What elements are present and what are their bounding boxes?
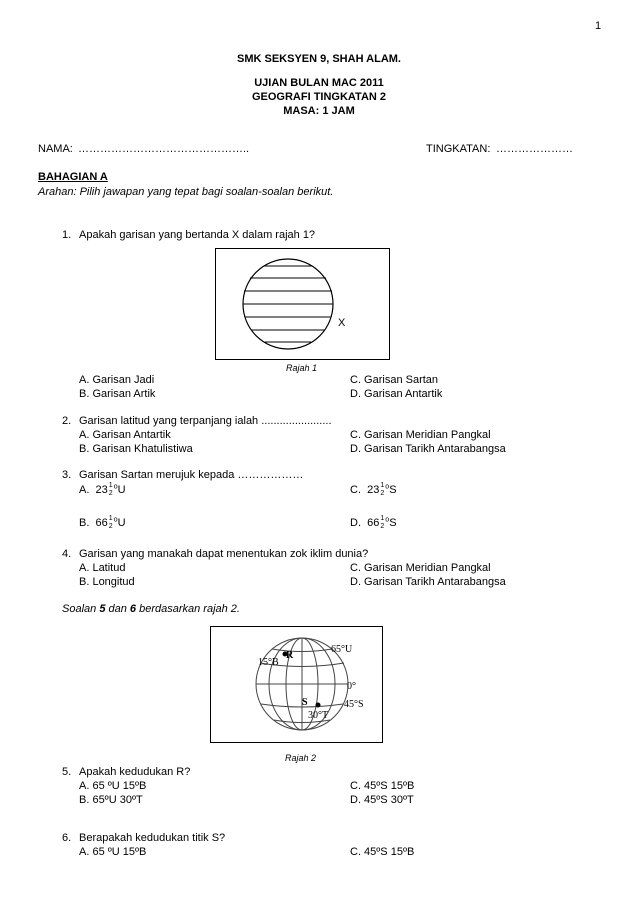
q4-option-a: A. Latitud [79,562,126,574]
q4-text: Garisan yang manakah dapat menentukan zok iklim dunia? [79,548,369,560]
q4-option-b: B. Longitud [79,576,135,588]
q6-option-c: C. 45ºS 15ºB [350,846,415,858]
label-s: S [302,697,308,708]
school-name: SMK SEKSYEN 9, SHAH ALAM. [236,53,401,65]
q2-option-d: D. Garisan Tarikh Antarabangsa [350,443,506,455]
q3-number: 3. [62,469,72,481]
label-15b: 15°B [258,657,279,668]
label-65u: 65°U [331,644,353,655]
exam-duration: MASA: 1 JAM [283,105,355,117]
q1-option-d: D. Garisan Antartik [350,388,443,400]
label-0: 0° [347,681,356,692]
half-fraction: 1 2 [380,515,385,530]
q1-number: 1. [62,229,72,241]
half-fraction: 1 2 [108,515,113,530]
q4-option-d: D. Garisan Tarikh Antarabangsa [350,576,506,588]
q6-text: Berapakah kedudukan titik S? [79,832,226,844]
page-number: 1 [595,20,602,32]
q5-6-intro: Soalan 5 dan 6 berdasarkan rajah 2. [62,603,240,615]
section-title: BAHAGIAN A [38,171,108,183]
q2-number: 2. [62,415,72,427]
q1-option-a: A. Garisan Jadi [79,374,155,386]
q4-number: 4. [62,548,72,560]
label-r: R [286,650,294,661]
point-s [316,703,321,708]
q2-option-b: B. Garisan Khatulistiwa [79,443,193,455]
half-fraction: 1 2 [380,482,385,497]
q2-option-c: C. Garisan Meridian Pangkal [350,429,491,441]
q2-text: Garisan latitud yang terpanjang ialah ....................... [79,415,332,427]
q2-option-a: A. Garisan Antartik [79,429,171,441]
figure-2 [210,626,383,743]
q5-text: Apakah kedudukan R? [79,766,191,778]
name-label: NAMA: [38,143,73,155]
q5-option-a: A. 65 ºU 15ºB [79,780,147,792]
q3-option-b: B. 66 1 2 $^o$U [79,515,126,530]
q4-option-c: C. Garisan Meridian Pangkal [350,562,491,574]
q5-option-b: B. 65ºU 30ºT [79,794,143,806]
q3-option-a: A. 23 1 2 $^o$U [79,482,126,497]
subject-title: GEOGRAFI TINGKATAN 2 [251,91,387,103]
q3-option-d: D. 66 1 2 $^o$S [350,515,397,530]
label-45s: 45°S [344,699,364,710]
name-blank: ……………………………………….. [78,143,250,155]
q6-option-a: A. 65 ºU 15ºB [79,846,147,858]
figure-1-marker-x: X [338,317,346,329]
figure-1-caption: Rajah 1 [286,363,318,373]
q1-text: Apakah garisan yang bertanda X dalam rajah 1? [79,229,316,241]
q5-option-c: C. 45ºS 15ºB [350,780,415,792]
figure-1 [215,248,390,360]
q1-option-c: C. Garisan Sartan [350,374,439,386]
class-label: TINGKATAN: [426,143,491,155]
section-instruction: Arahan: Pilih jawapan yang tepat bagi soalan-soalan berikut. [38,186,334,198]
q5-number: 5. [62,766,72,778]
q1-option-b: B. Garisan Artik [79,388,156,400]
label-30t: 30°T [308,710,329,721]
q6-number: 6. [62,832,72,844]
exam-title: UJIAN BULAN MAC 2011 [254,77,384,89]
figure-2-caption: Rajah 2 [285,753,317,763]
q5-option-d: D. 45ºS 30ºT [350,794,414,806]
class-blank: ………………… [496,143,573,155]
q3-text: Garisan Sartan merujuk kepada ……………… [79,469,304,481]
q3-option-c: C. 23 1 2 $^o$S [350,482,397,497]
half-fraction: 1 2 [108,482,113,497]
